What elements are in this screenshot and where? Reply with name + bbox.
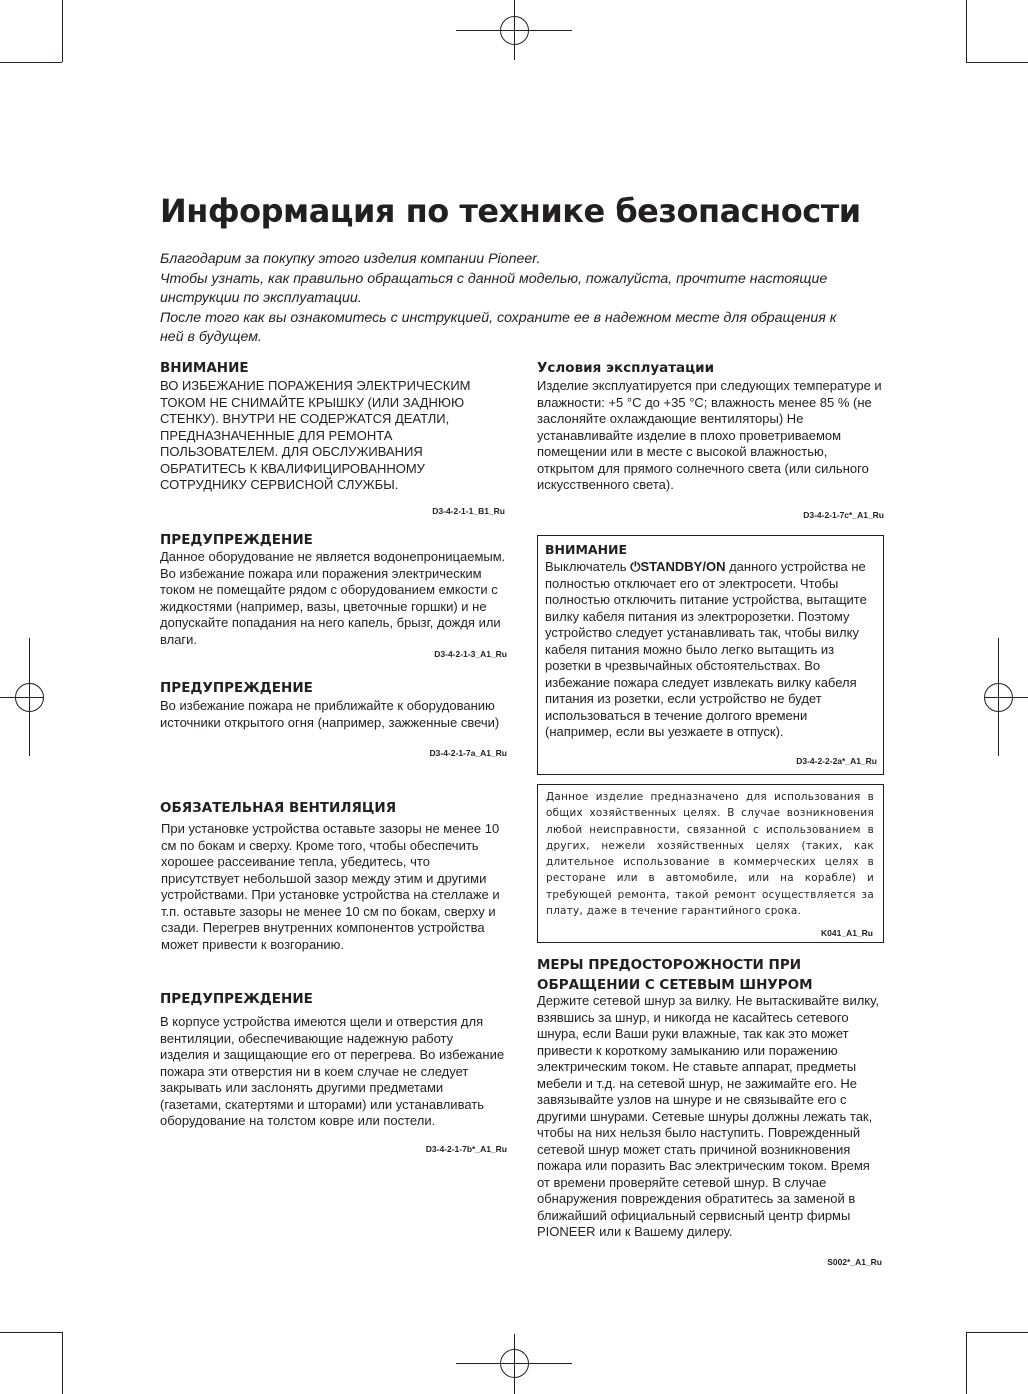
intro-text (160, 250, 860, 348)
household-code: K041_A1_Ru (821, 928, 873, 938)
page-title: Информация по технике безопасности (160, 192, 861, 230)
intro-line: Чтобы узнать, как правильно обращаться с данной моделью, пожалуйста, прочтите настоящие инструкции по эксплуатации. (160, 270, 828, 306)
caution-code: D3-4-2-2-2a*_A1_Ru (796, 756, 877, 766)
warning-text: Данное оборудование не является водонепроницаемым. Во избежание пожара или поражения электрическим током не помещайте рядом с оборудованием емкости с жидкостями (например, вазы, цветочные горшки) и не допускайте попадания на него капель, брызг, дождя или влаги. (160, 549, 506, 647)
caution-heading: ВНИМАНИЕ (160, 360, 249, 376)
conditions-text: Изделие эксплуатируется при следующих температуре и влажности: +5 °C до +35 °C; влажность менее 85 % (не заслоняйте охлаждающие вентиляторы) Не устанавливайте изделие в плохо проветриваемом помещении или в месте с высокой влажностью, открытом для прямого солнечного света (или сильного искусственного света). (537, 378, 882, 492)
caution-code: D3-4-2-1-1_B1_Ru (432, 506, 505, 516)
caution-heading: ВНИМАНИЕ (545, 542, 628, 557)
ventilation-heading: ОБЯЗАТЕЛЬНАЯ ВЕНТИЛЯЦИЯ (160, 800, 397, 816)
caution-standby-box (537, 535, 884, 775)
warning-heading: ПРЕДУПРЕЖДЕНИЕ (160, 991, 313, 1007)
warning-code: D3-4-2-1-3_A1_Ru (434, 649, 507, 659)
intro-line: После того как вы ознакомитесь с инструкцией, сохраните ее в надежном месте для обращения к ней в будущем. (160, 309, 837, 345)
conditions-heading: Условия эксплуатации (537, 360, 715, 376)
warning-heading: ПРЕДУПРЕЖДЕНИЕ (160, 680, 313, 696)
cord-text: Держите сетевой шнур за вилку. Не вытаскивайте вилку, взявшись за шнур, и никогда не касайтесь сетевого шнура, если Ваши руки влажные, так как это может привести к короткому замыканию или поражению электрическим током. Не ставьте аппарат, предметы мебели и т.д. на сетевой шнур, не зажимайте его. Не завязывайте узлов на шнуре и не связывайте его с другими шнурами. Сетевые шнуры должны лежать так, чтобы на них нельзя было наступить. Поврежденный сетевой шнур может стать причиной возникновения пожара или поразить Вас электрическим током. Время от времени проверяйте сетевой шнур. В случае обнаружения повреждения обратитесь за заменой в ближайший официальный сервисный центр фирмы PIONEER или к Вашему дилеру. (537, 993, 879, 1239)
standby-label: ⏻STANDBY/ON (630, 559, 726, 574)
warning-text: В корпусе устройства имеются щели и отверстия для вентиляции, обеспечивающие надежную работу изделия и защищающие его от перегрева. Во избежание пожара эти отверстия ни в коем случае не следует закрывать или заслонять другими предметами (газетами, скатертями и шторами) или устанавливать оборудование на толстом ковре или постели. (160, 1014, 505, 1128)
caution-text: ВО ИЗБЕЖАНИЕ ПОРАЖЕНИЯ ЭЛЕКТРИЧЕСКИМ ТОКОМ НЕ СНИМАЙТЕ КРЫШКУ (ИЛИ ЗАДНЮЮ СТЕНКУ). ВНУТРИ НЕ СОДЕРЖАТСЯ ДЕАТЛИ, ПРЕДНАЗНАЧЕННЫЕ ДЛЯ РЕМОНТА ПОЛЬЗОВАТЕЛЕМ. ДЛЯ ОБСЛУЖИВАНИЯ ОБРАТИТЕСЬ К КВАЛИФИЦИРОВАННОМУ СОТРУДНИКУ СЕРВИСНОЙ СЛУЖБЫ. (160, 378, 471, 492)
conditions-code: D3-4-2-1-7c*_A1_Ru (803, 510, 884, 520)
warning-code: D3-4-2-1-7b*_A1_Ru (425, 1144, 507, 1154)
caution-text-post: данного устройства не полностью отключает его от электросети. Чтобы полностью отключить питание устройства, вытащите вилку кабеля питания из электророзетки. Поэтому устройство следует устанавливать так, чтобы вилку кабеля питания можно было легко вытащить из розетки в чрезвычайных обстоятельствах. Во избежание пожара следует извлекать вилку кабеля питания из розетки, если устройство не будет использоваться в течение долгого времени (например, если вы уезжаете в отпуск). (545, 559, 867, 739)
intro-line: Благодарим за покупку этого изделия компании Pioneer. (160, 251, 541, 267)
ventilation-text: При установке устройства оставьте зазоры не менее 10 см по бокам и сверху. Кроме того, чтобы обеспечить хорошее рассеивание тепла, убедитесь, что присутствует небольшой зазор между этим и другими устройствами. При установке устройства на стеллаже и т.п. оставьте зазоры не менее 10 см по бокам, сверху и сзади. Перегрев внутренних компонентов устройства может привести к возгоранию. (161, 821, 500, 952)
caution-text (545, 559, 877, 741)
cord-heading: МЕРЫ ПРЕДОСТОРОЖНОСТИ ПРИ ОБРАЩЕНИИ С СЕТЕВЫМ ШНУРОМ (537, 957, 813, 993)
household-use-box (537, 784, 884, 943)
warning-text: Во избежание пожара не приближайте к оборудованию источники открытого огня (например, зажженные свечи) (160, 698, 500, 730)
warning-code: D3-4-2-1-7a_A1_Ru (429, 748, 507, 758)
warning-heading: ПРЕДУПРЕЖДЕНИЕ (160, 532, 313, 548)
cord-code: S002*_A1_Ru (827, 1257, 882, 1267)
household-text: Данное изделие предназначено для использования в общих хозяйственных целях. В случае возникновения любой неисправности, связанной с использованием в других, нежели хозяйственных целях (таких, как длительное использование в коммерческих целях в ресторане или в автомобиле, или на корабле) и требующей ремонта, такой ремонт осуществляется за плату, даже в течение гарантийного срока. (546, 791, 874, 918)
caution-text-pre: Выключатель (545, 559, 631, 574)
